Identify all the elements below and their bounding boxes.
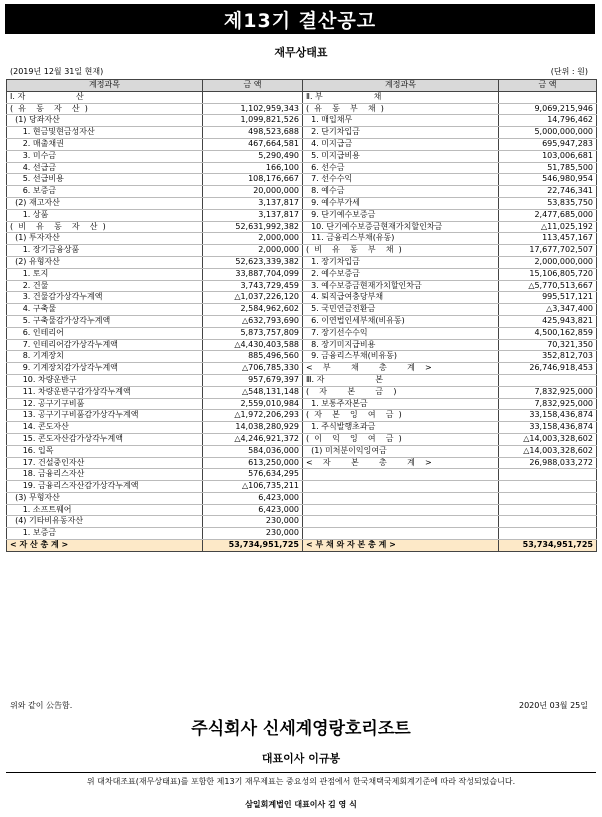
left-item-cell: 5. 선급비용 [7, 174, 203, 186]
table-row [7, 221, 597, 233]
left-amount-cell [203, 91, 303, 103]
right-amount-cell [499, 504, 597, 516]
right-item-cell: 1. 장기차입금 [303, 256, 499, 268]
left-amount-cell: △632,793,690 [203, 315, 303, 327]
right-item-cell: 6. 이연법인세부채(비유동) [303, 315, 499, 327]
left-item-cell: 3. 건물감가상각누계액 [7, 292, 203, 304]
statement-subtitle: 재무상태표 [274, 46, 328, 59]
right-item-cell: ( 이 익 잉 여 금 ) [303, 433, 499, 445]
table-row [7, 115, 597, 127]
table-row [7, 363, 597, 375]
left-item-cell: 14. 콘도자산 [7, 422, 203, 434]
table-row [7, 315, 597, 327]
right-item-cell: < 자 본 총 계 > [303, 457, 499, 469]
left-amount-cell: 166,100 [203, 162, 303, 174]
total-liab-equity-label: < 부 채 와 자 본 총 계 > [303, 540, 499, 552]
left-amount-cell: 584,036,000 [203, 445, 303, 457]
table-row [7, 398, 597, 410]
right-item-cell: 4. 미지급금 [303, 138, 499, 150]
table-row [7, 245, 597, 257]
left-item-cell: 15. 콘도자산감가상각누계액 [7, 433, 203, 445]
left-amount-cell: 1,099,821,526 [203, 115, 303, 127]
as-of-date: (2019년 12월 31일 현재) [10, 67, 104, 76]
right-amount-cell: 14,796,462 [499, 115, 597, 127]
left-item-cell: 4. 선급금 [7, 162, 203, 174]
announce-date: 2020년 03월 25일 [519, 701, 588, 710]
table-row [7, 374, 597, 386]
right-amount-cell: 2,000,000,000 [499, 256, 597, 268]
left-item-cell: 6. 보증금 [7, 186, 203, 198]
left-amount-cell: △1,037,226,120 [203, 292, 303, 304]
table-row [7, 445, 597, 457]
right-amount-cell: 5,000,000,000 [499, 127, 597, 139]
as-above-text: 위와 같이 公告함. [10, 701, 73, 710]
left-amount-cell: 52,631,992,382 [203, 221, 303, 233]
right-item-cell: 10. 단기예수보증금현재가치할인차금 [303, 221, 499, 233]
left-item-cell: 19. 금융리스자산감가상각누계액 [7, 481, 203, 493]
left-amount-cell: 2,000,000 [203, 233, 303, 245]
table-row [7, 327, 597, 339]
right-amount-cell: 33,158,436,874 [499, 422, 597, 434]
table-row [7, 138, 597, 150]
left-amount-cell: 885,496,560 [203, 351, 303, 363]
left-amount-cell: 613,250,000 [203, 457, 303, 469]
table-row [7, 186, 597, 198]
left-item-cell: 1. 상품 [7, 209, 203, 221]
table-row [7, 91, 597, 103]
left-item-cell: 8. 기계장치 [7, 351, 203, 363]
table-row [7, 504, 597, 516]
right-amount-cell: △14,003,328,602 [499, 433, 597, 445]
left-item-cell: 2. 건물 [7, 280, 203, 292]
table-row [7, 162, 597, 174]
right-amount-cell: 53,835,750 [499, 197, 597, 209]
right-item-cell: 7. 장기선수수익 [303, 327, 499, 339]
right-item-cell: 7. 선수수익 [303, 174, 499, 186]
right-amount-cell: 26,746,918,453 [499, 363, 597, 375]
header-left-amount: 금 액 [203, 80, 303, 92]
right-amount-cell: 695,947,283 [499, 138, 597, 150]
balance-sheet-table [6, 79, 597, 552]
left-amount-cell: 957,679,397 [203, 374, 303, 386]
left-amount-cell: 2,584,962,602 [203, 304, 303, 316]
right-item-cell: 3. 예수보증금현재가치할인차금 [303, 280, 499, 292]
left-amount-cell: 52,623,339,382 [203, 256, 303, 268]
left-item-cell: 12. 공구기구비품 [7, 398, 203, 410]
right-item-cell: 5. 국민연금전환금 [303, 304, 499, 316]
table-row [7, 516, 597, 528]
left-item-cell: Ⅰ. 자 산 [7, 91, 203, 103]
right-item-cell: ( 비 유 동 부 채 ) [303, 245, 499, 257]
right-item-cell: 8. 예수금 [303, 186, 499, 198]
right-item-cell: 6. 선수금 [303, 162, 499, 174]
right-item-cell [303, 481, 499, 493]
left-item-cell: 1. 장기금융상품 [7, 245, 203, 257]
left-item-cell: 9. 기계장치감가상각누계액 [7, 363, 203, 375]
right-amount-cell: 4,500,162,859 [499, 327, 597, 339]
right-amount-cell: 70,321,350 [499, 339, 597, 351]
left-item-cell: 18. 금융리스자산 [7, 469, 203, 481]
left-amount-cell: 5,290,490 [203, 150, 303, 162]
compliance-note: 위 대차대조표(재무상태표)를 포함한 제13기 재무제표는 중요성의 관점에서 한국채택국제회계기준에 따라 작성되었습니다. [6, 772, 596, 787]
table-row [7, 433, 597, 445]
right-amount-cell [499, 481, 597, 493]
left-item-cell: ( 유 동 자 산 ) [7, 103, 203, 115]
left-item-cell: 10. 차량운반구 [7, 374, 203, 386]
table-row [7, 386, 597, 398]
table-row [7, 339, 597, 351]
right-amount-cell [499, 492, 597, 504]
left-item-cell: 2. 매출채권 [7, 138, 203, 150]
left-item-cell: 1. 토지 [7, 268, 203, 280]
left-item-cell: 11. 차량운반구감가상각누계액 [7, 386, 203, 398]
table-row [7, 410, 597, 422]
left-amount-cell: 14,038,280,929 [203, 422, 303, 434]
right-item-cell: 9. 단기예수보증금 [303, 209, 499, 221]
left-item-cell: (4) 기타비유동자산 [7, 516, 203, 528]
table-row [7, 457, 597, 469]
right-amount-cell: 7,832,925,000 [499, 386, 597, 398]
right-item-cell: 9. 금융리스부채(비유동) [303, 351, 499, 363]
right-amount-cell: 9,069,215,946 [499, 103, 597, 115]
right-amount-cell: 33,158,436,874 [499, 410, 597, 422]
left-amount-cell: 576,634,295 [203, 469, 303, 481]
right-item-cell: 1. 주식발행초과금 [303, 422, 499, 434]
right-amount-cell: △14,003,328,602 [499, 445, 597, 457]
company-name: 주식회사 신세계영랑호리조트 [191, 719, 411, 739]
total-assets-label: < 자 산 총 계 > [7, 540, 203, 552]
left-amount-cell: 230,000 [203, 516, 303, 528]
left-amount-cell: △706,785,330 [203, 363, 303, 375]
left-item-cell: (2) 재고자산 [7, 197, 203, 209]
table-row [7, 351, 597, 363]
right-amount-cell: 7,832,925,000 [499, 398, 597, 410]
left-amount-cell: △1,972,206,293 [203, 410, 303, 422]
left-amount-cell: 108,176,667 [203, 174, 303, 186]
left-amount-cell: △106,735,211 [203, 481, 303, 493]
right-amount-cell: 51,785,500 [499, 162, 597, 174]
left-item-cell: 17. 건설중인자산 [7, 457, 203, 469]
right-amount-cell: △5,770,513,667 [499, 280, 597, 292]
right-item-cell: 1. 매입채무 [303, 115, 499, 127]
right-amount-cell [499, 374, 597, 386]
left-amount-cell: 3,137,817 [203, 197, 303, 209]
left-item-cell: 6. 인테리어 [7, 327, 203, 339]
right-amount-cell [499, 91, 597, 103]
left-item-cell: 16. 입목 [7, 445, 203, 457]
left-amount-cell: 467,664,581 [203, 138, 303, 150]
right-item-cell: 2. 예수보증금 [303, 268, 499, 280]
table-row [7, 492, 597, 504]
table-row [7, 127, 597, 139]
left-item-cell: 1. 보증금 [7, 528, 203, 540]
right-item-cell [303, 469, 499, 481]
page-title: 제13기 결산공고 [5, 4, 595, 34]
right-item-cell [303, 492, 499, 504]
right-amount-cell: 113,457,167 [499, 233, 597, 245]
right-item-cell: 4. 퇴직급여충당부채 [303, 292, 499, 304]
header-left-item: 계정과목 [7, 80, 203, 92]
table-row [7, 469, 597, 481]
right-amount-cell: 103,006,681 [499, 150, 597, 162]
right-amount-cell: △11,025,192 [499, 221, 597, 233]
right-amount-cell: 425,943,821 [499, 315, 597, 327]
left-amount-cell: 6,423,000 [203, 504, 303, 516]
left-amount-cell: 230,000 [203, 528, 303, 540]
right-item-cell: ( 자 본 금 ) [303, 386, 499, 398]
table-row [7, 233, 597, 245]
auditor-name: 삼일회계법인 대표이사 김 영 식 [245, 800, 357, 809]
left-amount-cell: △548,131,148 [203, 386, 303, 398]
right-item-cell [303, 516, 499, 528]
left-item-cell: (1) 투자자산 [7, 233, 203, 245]
right-item-cell: 1. 보통주자본금 [303, 398, 499, 410]
table-row [7, 174, 597, 186]
table-row [7, 481, 597, 493]
currency-unit: (단위 : 원) [550, 67, 588, 76]
table-row [7, 280, 597, 292]
table-row [7, 150, 597, 162]
total-row [7, 540, 597, 552]
right-amount-cell: 2,477,685,000 [499, 209, 597, 221]
left-amount-cell: 20,000,000 [203, 186, 303, 198]
right-item-cell [303, 528, 499, 540]
right-item-cell: Ⅲ. 자 본 [303, 374, 499, 386]
table-row [7, 422, 597, 434]
left-amount-cell: 33,887,704,099 [203, 268, 303, 280]
total-liab-equity-value: 53,734,951,725 [499, 540, 597, 552]
table-row [7, 304, 597, 316]
left-item-cell: ( 비 유 동 자 산 ) [7, 221, 203, 233]
table-header [7, 80, 597, 92]
right-item-cell: 2. 단기차입금 [303, 127, 499, 139]
right-amount-cell: 22,746,341 [499, 186, 597, 198]
table-row [7, 103, 597, 115]
right-amount-cell: 995,517,121 [499, 292, 597, 304]
table-row [7, 268, 597, 280]
right-item-cell: 9. 예수부가세 [303, 197, 499, 209]
table-row [7, 528, 597, 540]
right-item-cell: ( 자 본 잉 여 금 ) [303, 410, 499, 422]
left-item-cell: 3. 미수금 [7, 150, 203, 162]
table-row [7, 197, 597, 209]
left-item-cell: 13. 공구기구비품감가상각누계액 [7, 410, 203, 422]
right-amount-cell: 17,677,702,507 [499, 245, 597, 257]
left-item-cell: 7. 인테리어감가상각누계액 [7, 339, 203, 351]
left-item-cell: 4. 구축물 [7, 304, 203, 316]
left-amount-cell: △4,430,403,588 [203, 339, 303, 351]
right-amount-cell [499, 469, 597, 481]
right-item-cell: (1) 미처분이익잉여금 [303, 445, 499, 457]
table-row [7, 292, 597, 304]
left-item-cell: 1. 현금및현금성자산 [7, 127, 203, 139]
right-amount-cell: △3,347,400 [499, 304, 597, 316]
right-amount-cell: 15,106,805,720 [499, 268, 597, 280]
left-item-cell: 1. 소프트웨어 [7, 504, 203, 516]
ceo-name: 대표이사 이규봉 [261, 752, 341, 765]
left-item-cell: 5. 구축물감가상각누계액 [7, 315, 203, 327]
left-amount-cell: 3,137,817 [203, 209, 303, 221]
left-amount-cell: 2,000,000 [203, 245, 303, 257]
right-item-cell: 11. 금융리스부채(유동) [303, 233, 499, 245]
right-item-cell [303, 504, 499, 516]
header-right-amount: 금 액 [499, 80, 597, 92]
right-amount-cell: 546,980,954 [499, 174, 597, 186]
table-body [7, 91, 597, 539]
table-row [7, 209, 597, 221]
left-item-cell: (1) 당좌자산 [7, 115, 203, 127]
left-amount-cell: 2,559,010,984 [203, 398, 303, 410]
header-right-item: 계정과목 [303, 80, 499, 92]
left-amount-cell: △4,246,921,372 [203, 433, 303, 445]
right-amount-cell [499, 528, 597, 540]
total-assets-value: 53,734,951,725 [203, 540, 303, 552]
left-amount-cell: 498,523,688 [203, 127, 303, 139]
left-item-cell: (3) 무형자산 [7, 492, 203, 504]
right-item-cell: 5. 미지급비용 [303, 150, 499, 162]
left-amount-cell: 3,743,729,459 [203, 280, 303, 292]
left-amount-cell: 1,102,959,343 [203, 103, 303, 115]
right-item-cell: ( 유 동 부 채 ) [303, 103, 499, 115]
left-amount-cell: 5,873,757,809 [203, 327, 303, 339]
left-amount-cell: 6,423,000 [203, 492, 303, 504]
left-item-cell: (2) 유형자산 [7, 256, 203, 268]
right-amount-cell [499, 516, 597, 528]
right-amount-cell: 352,812,703 [499, 351, 597, 363]
right-amount-cell: 26,988,033,272 [499, 457, 597, 469]
table-row [7, 256, 597, 268]
right-item-cell: Ⅱ. 부 채 [303, 91, 499, 103]
right-item-cell: < 부 채 총 계 > [303, 363, 499, 375]
right-item-cell: 8. 장기미지급비용 [303, 339, 499, 351]
